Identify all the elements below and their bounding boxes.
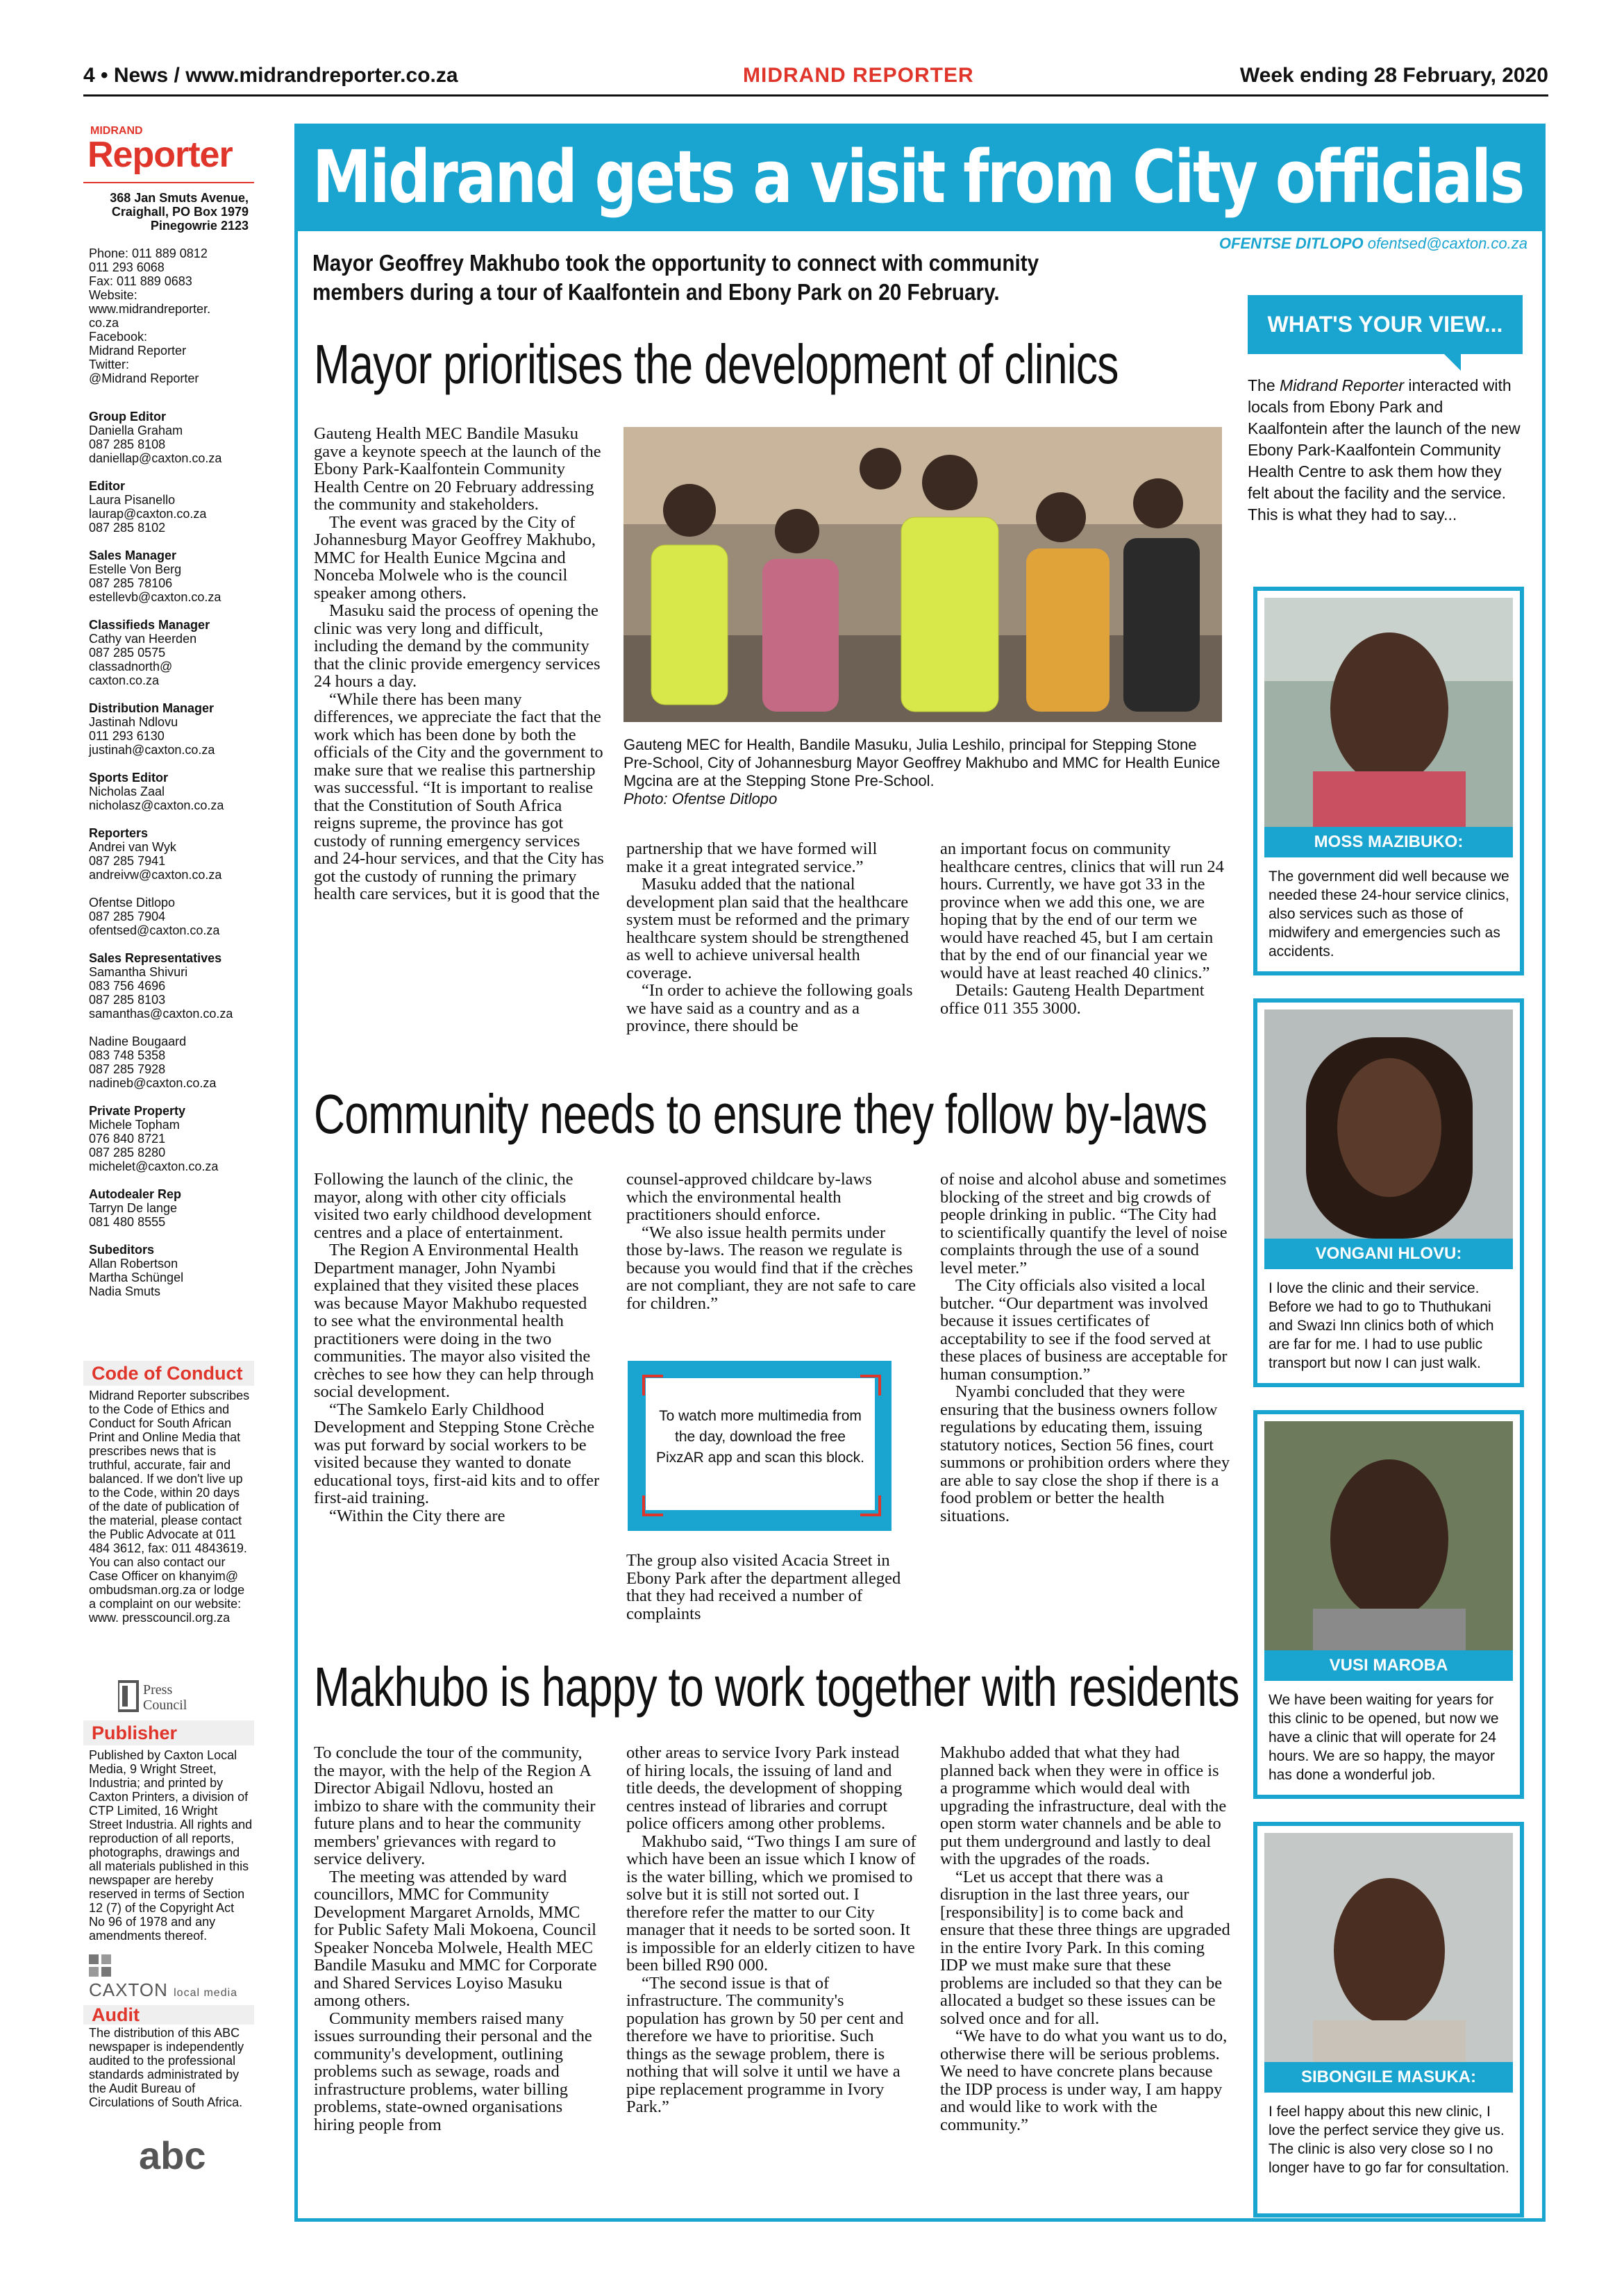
staff-entry — [89, 618, 253, 687]
paragraph: The City officials also visited a local butcher. “Our department was involved because it issues certificates of acceptability to see if the food served at these places of business are acceptable for human consumption.” — [940, 1276, 1228, 1384]
paragraph: “Let us accept that there was a disruption in the last three years, our [responsibility] is to come back and ensure that these three things are upgraded in the entire Ivory Park. In this coming IDP we must make sure that these problems are included so that they can be allocated a budget so these issues can be solved once and for all. — [940, 1867, 1230, 2028]
scan-corner-icon — [860, 1495, 881, 1516]
view-heading: WHAT'S YOUR VIEW... — [1248, 295, 1523, 354]
press-council-icon — [118, 1680, 222, 1713]
caxton-logo — [89, 1954, 253, 2000]
audit-heading: Audit — [83, 2005, 254, 2025]
staff-details: Jastinah Ndlovu 011 293 6130 justinah@caxton.co.za — [89, 715, 215, 757]
logo: Reporter — [87, 135, 233, 175]
portrait-photo — [1264, 1009, 1513, 1239]
code-heading: Code of Conduct — [83, 1361, 254, 1386]
address — [89, 191, 249, 233]
s1-column-3 — [940, 840, 1230, 1017]
scan-corner-icon — [642, 1495, 663, 1516]
paragraph: “In order to achieve the following goals we have said as a country and as a province, there should be — [626, 981, 913, 1035]
issue-date: Week ending 28 February, 2020 — [1239, 64, 1548, 87]
portrait-photo — [1264, 1421, 1513, 1650]
staff-entry — [89, 548, 253, 604]
contact-details: Phone: 011 889 0812 011 293 6068 Fax: 011 889 0683 Website: www.midrandreporter. co.za Facebook: Midrand Reporter Twitter: @Midrand Reporter — [89, 246, 211, 385]
scan-corner-icon — [860, 1375, 881, 1396]
paragraph: Makhubo added that what they had planned back when they were in office is a programme which would deal with upgrading the infrastructure, deal with the open storm water channels and be able to put them underground and lastly to deal with the upgrades of the roads. — [940, 1743, 1227, 1868]
s3-column-3 — [940, 1744, 1230, 2134]
paragraph: “The Samkelo Early Childhood Development and Stepping Stone Crèche was put forward by social workers to be visited because they wanted to donate educational toys, first-aid kits and to offer first-aid training. — [314, 1400, 600, 1507]
section-label: 4 • News / www.midrandreporter.co.za — [83, 64, 458, 87]
staff-entry — [89, 1243, 253, 1298]
vox-name: SIBONGILE MASUKA: — [1264, 2062, 1513, 2093]
paragraph: other areas to service Ivory Park instead of hiring locals, the issuing of land and title deeds, the development of shopping centres instead of libraries and corrupt police officers among other problems. — [626, 1743, 903, 1833]
paragraph: “The second issue is that of infrastructure. The community's population has grown by 50 per cent and therefore we have to prioritise. Such things as the sewage problem, there is nothing that will solve it until we have a pipe replacement programme in Ivory Park.” — [626, 1973, 904, 2116]
vox-pop-sibongile — [1253, 1822, 1524, 2218]
vox-quote: The government did well because we needed these 24-hour service clinics, also services such as those of midwifery and emergencies such as accidents. — [1269, 869, 1509, 960]
byline-name: OFENTSE DITLOPO — [1219, 235, 1364, 252]
page-header — [83, 64, 1548, 94]
audit-text: The distribution of this ABC newspaper is independently audited to the professional standards administrated by the Audit Bureau of Circulations of South Africa. — [89, 2026, 244, 2109]
vox-name: MOSS MAZIBUKO: — [1264, 827, 1513, 857]
publication-name: MIDRAND REPORTER — [743, 64, 974, 87]
paragraph: The Region A Environmental Health Department manager, John Nyambi explained that they visited these places was because Mayor Makhubo requested to see what the environmental health practitioners were doing in the two communities. The mayor also visited the crèches to see how they can help through social development. — [314, 1241, 594, 1401]
s1-column-2 — [626, 840, 916, 1035]
staff-details: Samantha Shivuri 083 756 4696 087 285 8103 samanthas@caxton.co.za Nadine Bougaard 083 748 5358 087 285 7928 nadineb@caxton.co.za — [89, 965, 233, 1090]
staff-entry — [89, 1104, 253, 1173]
portrait-illustration — [1264, 1421, 1513, 1650]
portrait-photo — [1264, 598, 1513, 827]
staff-entry — [89, 951, 253, 1090]
paragraph: The meeting was attended by ward councillors, MMC for Community Development Margaret Arnolds, MMC for Public Safety Mali Mokoena, Council Speaker Nonceba Molwele, Health MEC Bandile Masuku and MMC for Corporate and Shared Services Loyiso Masuku among others. — [314, 1867, 597, 2010]
staff-role: Classifieds Manager — [89, 618, 210, 632]
address-text: 368 Jan Smuts Avenue, Craighall, PO Box 1979 Pinegowrie 2123 — [110, 191, 249, 233]
staff-entry — [89, 1187, 253, 1229]
s2-column-3 — [940, 1171, 1230, 1525]
s1-column-1 — [314, 425, 604, 903]
paragraph: counsel-approved childcare by-laws which the environmental health practitioners should enforce. — [626, 1170, 872, 1224]
staff-role: Sales Manager — [89, 548, 177, 562]
paragraph: Masuku said the process of opening the clinic was very long and difficult, including the demand by the community that the clinic provide emergency services 24 hours a day. — [314, 601, 601, 691]
paragraph: The group also visited Acacia Street in Ebony Park after the department alleged that they had received a number of complaints — [626, 1551, 901, 1623]
vox-quote: We have been waiting for years for this clinic to be opened, but now we have a clinic that will operate for 24 hours. We are so happy, the mayor has done a wonderful job. — [1269, 1692, 1499, 1783]
caxton-name: CAXTON local media — [89, 1979, 238, 2000]
paragraph: To conclude the tour of the community, the mayor, with the help of the Region A Director Abigail Ndlovu, hosted an imbizo to share with the community their future plans and to hear the community members' grievances with regard to service delivery. — [314, 1743, 596, 1868]
staff-list — [89, 410, 253, 1312]
staff-entry — [89, 410, 253, 465]
staff-details: Tarryn De lange 081 480 8555 — [89, 1201, 178, 1229]
article-intro: Mayor Geoffrey Makhubo took the opportunity to connect with community members during a tour of Kaalfontein and Ebony Park on 20 February. — [312, 250, 1039, 305]
group-photo-illustration — [623, 427, 1222, 722]
byline-email[interactable]: ofentsed@caxton.co.za — [1367, 235, 1527, 252]
paragraph: “We also issue health permits under those by-laws. The reason we regulate is because you would find that if the crèches are not compliant, they are not safe to care for children.” — [626, 1223, 916, 1313]
byline — [1208, 235, 1527, 253]
paragraph: Makhubo said, “Two things I am sure of which have been an issue which I know of is the water billing, which we promised to solve but it is still not sorted out. I therefore refer the matter to our City manager that it needs to be sorted soon. It is impossible for an elderly citizen to have been billed R90 000. — [626, 1832, 916, 1975]
portrait-illustration — [1264, 1833, 1513, 2062]
header-rule — [83, 94, 1548, 97]
portrait-photo — [1264, 1833, 1513, 2062]
staff-details: Cathy van Heerden 087 285 0575 classadnorth@ caxton.co.za — [89, 632, 197, 687]
vox-pop-moss — [1253, 587, 1524, 975]
staff-role: Editor — [89, 479, 125, 493]
staff-role: Private Property — [89, 1104, 186, 1118]
s2-column-2-top — [626, 1171, 916, 1312]
paragraph: of noise and alcohol abuse and sometimes blocking of the street and big crowds of people drinking in public. “The City had to scientifically quantify the level of noise complaints through the use of a sound level meter.” — [940, 1170, 1228, 1277]
paragraph: Following the launch of the clinic, the mayor, along with other city officials visited two early childhood development centres and a place of entertainment. — [314, 1170, 592, 1242]
paragraph: “While there has been many differences, we appreciate the fact that the work which has been done by both the officials of the City and the government to make sure that we realise this partnership was successful. “It is important to realise that the Constitution of South Africa reigns supreme, the province has got custody of running emergency services and 24-hour services, and that the City has got the custody of running the primary health care services, but it is good that the — [314, 689, 604, 903]
staff-entry — [89, 701, 253, 757]
vox-pop-vusi — [1253, 1410, 1524, 1799]
svg-text:Press: Press — [143, 1682, 173, 1698]
headline-clinics: Mayor prioritises the development of clinics — [314, 333, 1119, 395]
portrait-illustration — [1264, 1009, 1513, 1239]
paragraph: Community members raised many issues surrounding their personal and the community's development, outlining problems such as sewage, roads and infrastructure problems, water billing problems, state-owned organisations hiring people from — [314, 2009, 592, 2134]
photo-caption — [623, 736, 1221, 808]
s2-column-1 — [314, 1171, 604, 1525]
staff-role: Sports Editor — [89, 771, 169, 785]
staff-details: Michele Topham 076 840 8721 087 285 8280 michelet@caxton.co.za — [89, 1118, 219, 1173]
logo-small-text: MIDRAND — [90, 125, 143, 137]
staff-entry — [89, 771, 253, 812]
paragraph: Nyambi concluded that they were ensuring that the business owners follow regulations by educating them, issuing statutory notices, Section 56 fines, court summons or prohibition orders where they are able to say close the shop if there is a food problem or better the health situations. — [940, 1382, 1230, 1525]
headline-bylaws: Community needs to ensure they follow by-laws — [314, 1083, 1207, 1145]
logo-rule — [83, 182, 254, 183]
caxton-icon — [89, 1954, 124, 1979]
staff-details: Allan Robertson Martha Schüngel Nadia Smuts — [89, 1257, 184, 1298]
vox-name: VUSI MAROBA — [1264, 1650, 1513, 1681]
vox-pop-vongani — [1253, 998, 1524, 1387]
portrait-illustration — [1264, 598, 1513, 827]
article-photo — [623, 427, 1222, 722]
view-intro: The Midrand Reporter interacted with locals from Ebony Park and Kaalfontein after the launch of the new Ebony Park-Kaalfontein Community Health Centre to ask them how they felt about the facility and the service. This is what they had to say... — [1248, 376, 1521, 523]
vox-quote: I feel happy about this new clinic, I love the perfect service they give us. The clinic is also very close so I no longer have to go far for consultation. — [1269, 2104, 1509, 2176]
staff-details: Nicholas Zaal nicholasz@caxton.co.za — [89, 785, 224, 812]
staff-details: Laura Pisanello laurap@caxton.co.za 087 285 8102 — [89, 493, 207, 535]
paragraph: Details: Gauteng Health Department office 011 355 3000. — [940, 981, 1205, 1018]
view-heading-pointer — [1444, 354, 1461, 371]
vox-quote: I love the clinic and their service. Before we had to go to Thuthukani and Swazi Inn clinics both of which are far for me. I had to use public transport but now I can just walk. — [1269, 1280, 1494, 1371]
staff-entry — [89, 479, 253, 535]
press-council-logo — [118, 1680, 222, 1713]
svg-text:Council: Council — [143, 1698, 187, 1713]
headline-residents: Makhubo is happy to work together with residents — [314, 1656, 1239, 1718]
s3-column-1 — [314, 1744, 604, 2134]
paragraph: The event was graced by the City of Johannesburg Mayor Geoffrey Makhubo, MMC for Health Eunice Mgcina and Nonceba Molwele who is the council speaker among others. — [314, 512, 596, 603]
staff-role: Distribution Manager — [89, 701, 215, 715]
paragraph: an important focus on community healthcare centres, clinics that will run 24 hours. Currently, we have got 33 in the province when we add this one, we are hoping that by the end of our term we would have reached 45, but I am certain that by the end of our financial year we would have at least reached 40 clinics.” — [940, 839, 1224, 982]
article-title: Midrand gets a visit from City officials — [312, 135, 1523, 219]
s3-column-2 — [626, 1744, 916, 2116]
vox-name: VONGANI HLOVU: — [1264, 1239, 1513, 1269]
s2-column-2-bottom — [626, 1552, 916, 1623]
scan-corner-icon — [642, 1375, 663, 1396]
paragraph: partnership that we have formed will make it a great integrated service.” — [626, 839, 878, 876]
staff-role: Group Editor — [89, 410, 166, 424]
staff-role: Reporters — [89, 826, 149, 840]
staff-role: Sales Representatives — [89, 951, 222, 965]
publisher-text: Published by Caxton Local Media, 9 Wright Street, Industria; and printed by Caxton Printers, a division of CTP Limited, 16 Wright Street Industria. All rights and reproduction of all reports, photographs, drawings and all materials published in this newspaper are hereby reserved in terms of Section 12 (7) of the Copyright Act No 96 of 1978 and any amendments thereof. — [89, 1748, 253, 1943]
caption-text: Gauteng MEC for Health, Bandile Masuku, Julia Leshilo, principal for Stepping Stone Pre-School, City of Johannesburg Mayor Geoffrey Makhubo and MMC for Health Eunice Mgcina are at the Stepping Stone Pre-School. — [623, 736, 1221, 789]
staff-role: Subeditors — [89, 1243, 155, 1257]
paragraph: “Within the City there are — [329, 1506, 505, 1525]
paragraph: Gauteng Health MEC Bandile Masuku gave a keynote speech at the launch of the Ebony Park-Kaalfontein Community Health Centre on 20 February addressing the community and stakeholders. — [314, 424, 601, 514]
staff-entry — [89, 826, 253, 937]
staff-details: Estelle Von Berg 087 285 78106 estellevb@caxton.co.za — [89, 562, 221, 604]
paragraph: “We have to do what you want us to do, otherwise there will be serious problems. We need to have concrete plans because the IDP process is under way, I am happy and would like to work with the community.” — [940, 2027, 1228, 2134]
staff-details: Andrei van Wyk 087 285 7941 andreivw@caxton.co.za Ofentse Ditlopo 087 285 7904 ofentsed@caxton.co.za — [89, 840, 222, 937]
publisher-heading: Publisher — [83, 1720, 254, 1745]
promo-text: To watch more multimedia from the day, download the free PixzAR app and scan this block. — [656, 1408, 864, 1466]
photo-credit: Photo: Ofentse Ditlopo — [623, 790, 778, 807]
staff-role: Autodealer Rep — [89, 1187, 182, 1201]
abc-logo: abc — [139, 2134, 206, 2177]
staff-details: Daniella Graham 087 285 8108 daniellap@caxton.co.za — [89, 424, 222, 465]
paragraph: Masuku added that the national development plan said that the healthcare system must be reformed and the primary healthcare system should be strengthened as well to achieve universal health coverage. — [626, 875, 910, 982]
code-text: Midrand Reporter subscribes to the Code of Ethics and Conduct for South African Print and Online Media that prescribes news that is truthful, accurate, fair and balanced. If we don't live up to the Code, within 20 days of the date of publication of the material, please contact the Public Advocate at 011 484 3612, fax: 011 4843619. You can also contact our Case Officer on khanyim@ ombudsman.org.za or lodge a complaint on our website: www. presscouncil.org.za — [89, 1389, 250, 1625]
